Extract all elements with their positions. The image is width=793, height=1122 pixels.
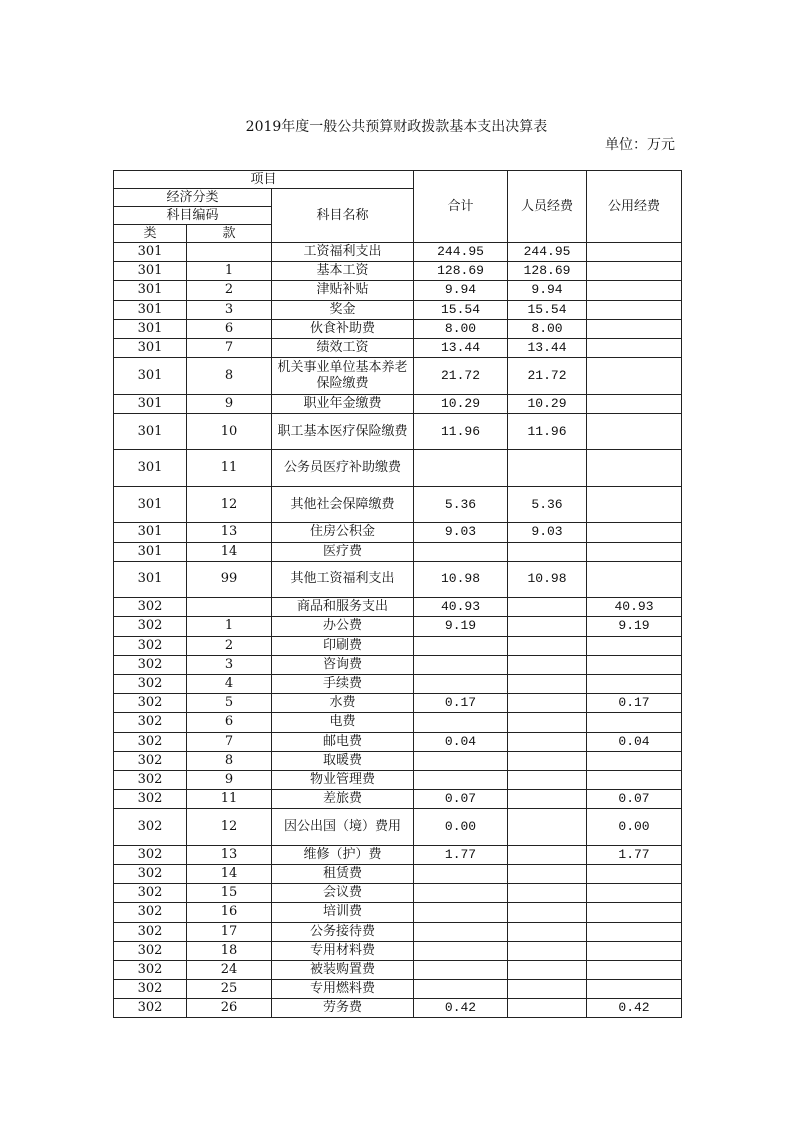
- cell-total: [414, 941, 508, 960]
- table-row: [114, 960, 682, 979]
- table-row: [114, 598, 682, 617]
- cell-subject-name: 伙食补助费: [272, 319, 414, 338]
- cell-lei: 301: [114, 300, 187, 319]
- cell-lei: 302: [114, 903, 187, 922]
- cell-lei: 301: [114, 486, 187, 523]
- cell-public: [587, 884, 682, 903]
- table-row: [114, 903, 682, 922]
- cell-total: [414, 636, 508, 655]
- cell-kuan: 11: [187, 790, 272, 809]
- cell-kuan: 13: [187, 523, 272, 542]
- cell-lei: 302: [114, 922, 187, 941]
- cell-public: [587, 922, 682, 941]
- document-title: 2019年度一般公共预算财政拨款基本支出决算表: [245, 119, 548, 135]
- cell-personnel: [508, 732, 587, 751]
- cell-public: 1.77: [587, 845, 682, 864]
- cell-total: 128.69: [414, 262, 508, 281]
- cell-kuan: 8: [187, 358, 272, 395]
- cell-subject-name: 商品和服务支出: [272, 598, 414, 617]
- cell-kuan: 14: [187, 542, 272, 561]
- cell-public: [587, 262, 682, 281]
- cell-total: 21.72: [414, 358, 508, 395]
- table-row: [114, 922, 682, 941]
- cell-personnel: [508, 790, 587, 809]
- cell-personnel: 13.44: [508, 338, 587, 357]
- cell-public: [587, 542, 682, 561]
- table-row: [114, 394, 682, 413]
- cell-personnel: 15.54: [508, 300, 587, 319]
- cell-personnel: [508, 884, 587, 903]
- cell-kuan: 99: [187, 561, 272, 598]
- cell-personnel: 21.72: [508, 358, 587, 395]
- table-row: [114, 281, 682, 300]
- table-row: [114, 636, 682, 655]
- cell-total: 10.29: [414, 394, 508, 413]
- cell-public: [587, 770, 682, 789]
- cell-total: [414, 674, 508, 693]
- cell-lei: 301: [114, 338, 187, 357]
- cell-personnel: [508, 598, 587, 617]
- cell-total: [414, 980, 508, 999]
- cell-personnel: [508, 809, 587, 846]
- cell-public: [587, 751, 682, 770]
- cell-kuan: 11: [187, 450, 272, 487]
- cell-total: [414, 864, 508, 883]
- header-kuan: 款: [187, 225, 272, 243]
- cell-kuan: 6: [187, 319, 272, 338]
- cell-public: [587, 636, 682, 655]
- cell-lei: 302: [114, 960, 187, 979]
- cell-lei: 302: [114, 980, 187, 999]
- cell-public: 9.19: [587, 617, 682, 636]
- cell-public: 0.42: [587, 999, 682, 1018]
- cell-public: [587, 864, 682, 883]
- cell-total: [414, 960, 508, 979]
- cell-lei: 302: [114, 617, 187, 636]
- cell-total: 0.04: [414, 732, 508, 751]
- cell-personnel: 9.94: [508, 281, 587, 300]
- cell-lei: 301: [114, 319, 187, 338]
- cell-subject-name: 差旅费: [272, 790, 414, 809]
- cell-subject-name: 会议费: [272, 884, 414, 903]
- cell-kuan: 16: [187, 903, 272, 922]
- cell-total: [414, 713, 508, 732]
- cell-subject-name: 水费: [272, 694, 414, 713]
- cell-kuan: 24: [187, 960, 272, 979]
- table-row: [114, 450, 682, 487]
- cell-public: [587, 450, 682, 487]
- cell-kuan: 18: [187, 941, 272, 960]
- cell-lei: 302: [114, 713, 187, 732]
- cell-kuan: 12: [187, 486, 272, 523]
- cell-lei: 302: [114, 845, 187, 864]
- cell-public: [587, 358, 682, 395]
- cell-total: [414, 542, 508, 561]
- cell-subject-name: 物业管理费: [272, 770, 414, 789]
- cell-total: 1.77: [414, 845, 508, 864]
- cell-total: 9.94: [414, 281, 508, 300]
- cell-kuan: 1: [187, 617, 272, 636]
- cell-lei: 302: [114, 999, 187, 1018]
- cell-lei: 302: [114, 809, 187, 846]
- cell-kuan: 2: [187, 636, 272, 655]
- cell-lei: 301: [114, 561, 187, 598]
- cell-public: 0.07: [587, 790, 682, 809]
- cell-public: [587, 394, 682, 413]
- cell-kuan: 15: [187, 884, 272, 903]
- cell-total: 9.03: [414, 523, 508, 542]
- cell-public: 0.04: [587, 732, 682, 751]
- table-row: [114, 809, 682, 846]
- table-row: [114, 413, 682, 450]
- cell-personnel: 244.95: [508, 243, 587, 262]
- cell-kuan: 12: [187, 809, 272, 846]
- cell-personnel: [508, 674, 587, 693]
- cell-kuan: 3: [187, 300, 272, 319]
- cell-subject-name: 其他工资福利支出: [272, 561, 414, 598]
- table-row: [114, 523, 682, 542]
- cell-subject-name: 职工基本医疗保险缴费: [272, 413, 414, 450]
- cell-lei: 302: [114, 864, 187, 883]
- cell-lei: 301: [114, 413, 187, 450]
- cell-subject-name: 专用材料费: [272, 941, 414, 960]
- cell-kuan: 17: [187, 922, 272, 941]
- cell-lei: 301: [114, 450, 187, 487]
- cell-subject-name: 津贴补贴: [272, 281, 414, 300]
- cell-personnel: [508, 864, 587, 883]
- cell-kuan: 14: [187, 864, 272, 883]
- cell-public: [587, 300, 682, 319]
- cell-total: 15.54: [414, 300, 508, 319]
- cell-subject-name: 印刷费: [272, 636, 414, 655]
- cell-personnel: 10.98: [508, 561, 587, 598]
- cell-subject-name: 绩效工资: [272, 338, 414, 357]
- header-subject-name: 科目名称: [272, 189, 414, 243]
- cell-subject-name: 奖金: [272, 300, 414, 319]
- cell-public: [587, 713, 682, 732]
- cell-lei: 302: [114, 790, 187, 809]
- cell-lei: 301: [114, 243, 187, 262]
- cell-lei: 301: [114, 542, 187, 561]
- cell-total: 0.42: [414, 999, 508, 1018]
- table-row: [114, 243, 682, 262]
- cell-public: 40.93: [587, 598, 682, 617]
- cell-public: 0.17: [587, 694, 682, 713]
- table-row: [114, 770, 682, 789]
- cell-subject-name: 工资福利支出: [272, 243, 414, 262]
- cell-kuan: 9: [187, 394, 272, 413]
- cell-kuan: 4: [187, 674, 272, 693]
- cell-subject-name: 被装购置费: [272, 960, 414, 979]
- cell-personnel: [508, 450, 587, 487]
- cell-personnel: [508, 941, 587, 960]
- header-econ-class: 经济分类: [114, 189, 272, 207]
- cell-total: 9.19: [414, 617, 508, 636]
- cell-lei: 302: [114, 694, 187, 713]
- cell-public: [587, 243, 682, 262]
- cell-subject-name: 电费: [272, 713, 414, 732]
- cell-kuan: 2: [187, 281, 272, 300]
- cell-lei: 301: [114, 262, 187, 281]
- table-row: [114, 732, 682, 751]
- header-project: 项目: [114, 171, 414, 189]
- table-row: [114, 617, 682, 636]
- table-row: [114, 713, 682, 732]
- cell-lei: 302: [114, 598, 187, 617]
- cell-personnel: [508, 770, 587, 789]
- cell-kuan: 8: [187, 751, 272, 770]
- cell-personnel: 11.96: [508, 413, 587, 450]
- cell-kuan: 13: [187, 845, 272, 864]
- cell-kuan: 7: [187, 338, 272, 357]
- cell-lei: 302: [114, 674, 187, 693]
- cell-total: [414, 655, 508, 674]
- cell-personnel: [508, 713, 587, 732]
- cell-kuan: 26: [187, 999, 272, 1018]
- header-public: 公用经费: [587, 171, 682, 243]
- cell-subject-name: 基本工资: [272, 262, 414, 281]
- cell-total: 5.36: [414, 486, 508, 523]
- cell-personnel: [508, 980, 587, 999]
- cell-total: [414, 770, 508, 789]
- table-row: [114, 674, 682, 693]
- cell-total: 244.95: [414, 243, 508, 262]
- table-row: [114, 300, 682, 319]
- cell-personnel: [508, 542, 587, 561]
- cell-subject-name: 公务员医疗补助缴费: [272, 450, 414, 487]
- cell-subject-name: 其他社会保障缴费: [272, 486, 414, 523]
- cell-total: 13.44: [414, 338, 508, 357]
- cell-lei: 301: [114, 394, 187, 413]
- cell-lei: 302: [114, 732, 187, 751]
- cell-lei: 301: [114, 358, 187, 395]
- cell-personnel: 8.00: [508, 319, 587, 338]
- table-row: [114, 845, 682, 864]
- cell-personnel: [508, 751, 587, 770]
- cell-public: [587, 281, 682, 300]
- cell-public: [587, 561, 682, 598]
- cell-total: [414, 884, 508, 903]
- cell-subject-name: 职业年金缴费: [272, 394, 414, 413]
- cell-lei: 302: [114, 884, 187, 903]
- cell-lei: 302: [114, 636, 187, 655]
- cell-public: [587, 674, 682, 693]
- cell-subject-name: 机关事业单位基本养老保险缴费: [272, 358, 414, 395]
- table-row: [114, 319, 682, 338]
- header-personnel: 人员经费: [508, 171, 587, 243]
- cell-subject-name: 取暖费: [272, 751, 414, 770]
- cell-kuan: 5: [187, 694, 272, 713]
- cell-kuan: 7: [187, 732, 272, 751]
- cell-public: [587, 941, 682, 960]
- cell-total: [414, 450, 508, 487]
- cell-lei: 302: [114, 941, 187, 960]
- cell-subject-name: 劳务费: [272, 999, 414, 1018]
- table-row: [114, 999, 682, 1018]
- cell-personnel: [508, 922, 587, 941]
- table-row: [114, 980, 682, 999]
- cell-kuan: 10: [187, 413, 272, 450]
- cell-total: 0.07: [414, 790, 508, 809]
- cell-subject-name: 住房公积金: [272, 523, 414, 542]
- cell-total: 10.98: [414, 561, 508, 598]
- cell-public: [587, 338, 682, 357]
- table-row: [114, 884, 682, 903]
- cell-public: [587, 903, 682, 922]
- cell-lei: 302: [114, 655, 187, 674]
- cell-kuan: 6: [187, 713, 272, 732]
- cell-subject-name: 租赁费: [272, 864, 414, 883]
- cell-subject-name: 医疗费: [272, 542, 414, 561]
- cell-lei: 302: [114, 751, 187, 770]
- cell-total: [414, 903, 508, 922]
- cell-personnel: [508, 694, 587, 713]
- table-row: [114, 751, 682, 770]
- table-row: [114, 358, 682, 395]
- cell-total: 11.96: [414, 413, 508, 450]
- cell-kuan: 1: [187, 262, 272, 281]
- cell-personnel: [508, 636, 587, 655]
- cell-public: [587, 413, 682, 450]
- cell-subject-name: 公务接待费: [272, 922, 414, 941]
- table-row: [114, 561, 682, 598]
- cell-kuan: 3: [187, 655, 272, 674]
- table-row: [114, 338, 682, 357]
- cell-public: [587, 960, 682, 979]
- table-row: [114, 262, 682, 281]
- cell-personnel: [508, 999, 587, 1018]
- table-row: [114, 941, 682, 960]
- cell-public: [587, 486, 682, 523]
- cell-personnel: 10.29: [508, 394, 587, 413]
- table-row: [114, 694, 682, 713]
- cell-public: [587, 655, 682, 674]
- table-row: [114, 542, 682, 561]
- table-row: [114, 486, 682, 523]
- cell-subject-name: 咨询费: [272, 655, 414, 674]
- header-subject-code: 科目编码: [114, 207, 272, 225]
- cell-total: 0.17: [414, 694, 508, 713]
- cell-public: [587, 319, 682, 338]
- expenditure-table: [113, 170, 682, 1018]
- cell-public: [587, 523, 682, 542]
- cell-lei: 301: [114, 281, 187, 300]
- unit-label: 单位：万元: [605, 137, 675, 153]
- cell-personnel: 128.69: [508, 262, 587, 281]
- cell-total: [414, 751, 508, 770]
- cell-kuan: [187, 243, 272, 262]
- cell-public: 0.00: [587, 809, 682, 846]
- cell-kuan: [187, 598, 272, 617]
- header-lei: 类: [114, 225, 187, 243]
- cell-public: [587, 980, 682, 999]
- cell-subject-name: 专用燃料费: [272, 980, 414, 999]
- cell-subject-name: 培训费: [272, 903, 414, 922]
- cell-subject-name: 因公出国（境）费用: [272, 809, 414, 846]
- cell-personnel: [508, 617, 587, 636]
- cell-subject-name: 手续费: [272, 674, 414, 693]
- cell-total: 40.93: [414, 598, 508, 617]
- cell-total: 8.00: [414, 319, 508, 338]
- cell-total: 0.00: [414, 809, 508, 846]
- cell-lei: 301: [114, 523, 187, 542]
- cell-subject-name: 办公费: [272, 617, 414, 636]
- cell-personnel: [508, 655, 587, 674]
- cell-subject-name: 维修（护）费: [272, 845, 414, 864]
- table-row: [114, 655, 682, 674]
- table-row: [114, 864, 682, 883]
- cell-personnel: [508, 845, 587, 864]
- cell-personnel: [508, 903, 587, 922]
- cell-kuan: 9: [187, 770, 272, 789]
- cell-personnel: 9.03: [508, 523, 587, 542]
- cell-personnel: [508, 960, 587, 979]
- cell-lei: 302: [114, 770, 187, 789]
- header-total: 合计: [414, 171, 508, 243]
- cell-total: [414, 922, 508, 941]
- cell-personnel: 5.36: [508, 486, 587, 523]
- cell-kuan: 25: [187, 980, 272, 999]
- table-row: [114, 790, 682, 809]
- cell-subject-name: 邮电费: [272, 732, 414, 751]
